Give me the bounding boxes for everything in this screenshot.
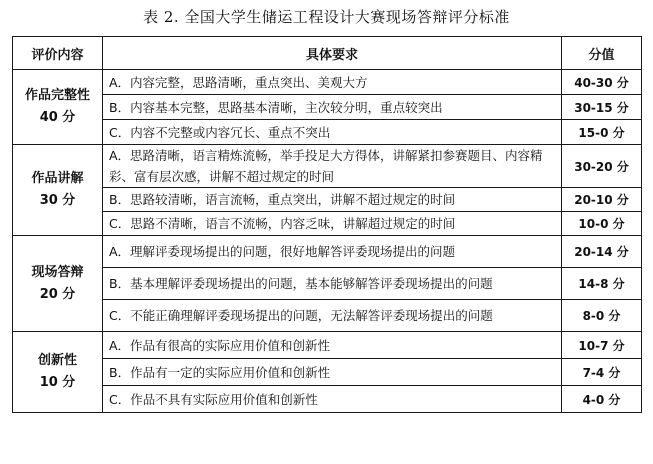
category-cell [13,332,103,413]
header-score: 分值 [562,37,642,70]
category-cell [13,70,103,145]
requirement-cell: A．作品有很高的实际应用价值和创新性 [103,332,562,359]
requirement-cell: B．内容基本完整，思路基本清晰，主次较分明，重点较突出 [103,95,562,120]
score-cell: 7-4 分 [562,359,642,386]
category-points: 40 分 [39,110,76,125]
score-cell: 4-0 分 [562,386,642,413]
table-caption: 表 2. 全国大学生储运工程设计大赛现场答辩评分标准 [143,8,510,26]
requirement-cell: C．作品不具有实际应用价值和创新性 [103,386,562,413]
requirement-cell: B．思路较清晰，语言流畅，重点突出，讲解不超过规定的时间 [103,188,562,212]
category-points: 30 分 [39,193,76,208]
table-row [13,120,642,145]
table-row [13,236,642,268]
category-points: 10 分 [39,375,76,390]
score-cell: 14-8 分 [562,268,642,300]
header-row [13,37,642,70]
category-name: 现场答辩 [31,264,84,280]
requirement-cell: B．作品有一定的实际应用价值和创新性 [103,359,562,386]
category-name: 作品完整性 [24,88,90,103]
requirement-cell: C．思路不清晰，语言不流畅，内容乏味，讲解超过规定的时间 [103,212,562,236]
header-requirement: 具体要求 [103,37,562,70]
score-cell: 20-10 分 [562,188,642,212]
table-row [13,268,642,300]
requirement-cell: A．思路清晰，语言精炼流畅，举手投足大方得体，讲解紧扣参赛题目、内容精彩、富有层次感，讲解不超过规定的时间 [103,145,562,188]
category-cell [13,236,103,332]
score-cell: 8-0 分 [562,300,642,332]
requirement-cell: B．基本理解评委现场提出的问题，基本能够解答评委现场提出的问题 [103,268,562,300]
requirement-cell: C．内容不完整或内容冗长、重点不突出 [103,120,562,145]
category-name: 作品讲解 [31,171,84,186]
score-cell: 20-14 分 [562,236,642,268]
score-cell: 30-20 分 [562,145,642,188]
table-row [13,95,642,120]
table-row [13,359,642,386]
score-cell: 10-0 分 [562,212,642,236]
category-cell [13,145,103,236]
requirement-cell: A．内容完整，思路清晰，重点突出、美观大方 [103,70,562,95]
score-cell: 10-7 分 [562,332,642,359]
table-row [13,212,642,236]
score-cell: 15-0 分 [562,120,642,145]
category-name: 创新性 [37,353,77,368]
requirement-cell: A．理解评委现场提出的问题，很好地解答评委现场提出的问题 [103,236,562,268]
requirement-cell: C．不能正确理解评委现场提出的问题，无法解答评委现场提出的问题 [103,300,562,332]
score-cell: 30-15 分 [562,95,642,120]
header-category: 评价内容 [13,37,103,70]
table-row [13,70,642,95]
category-points: 20 分 [39,286,76,302]
scoring-table [12,36,642,413]
table-row [13,332,642,359]
table-row [13,386,642,413]
table-row [13,188,642,212]
score-cell: 40-30 分 [562,70,642,95]
table-row [13,145,642,188]
table-row [13,300,642,332]
